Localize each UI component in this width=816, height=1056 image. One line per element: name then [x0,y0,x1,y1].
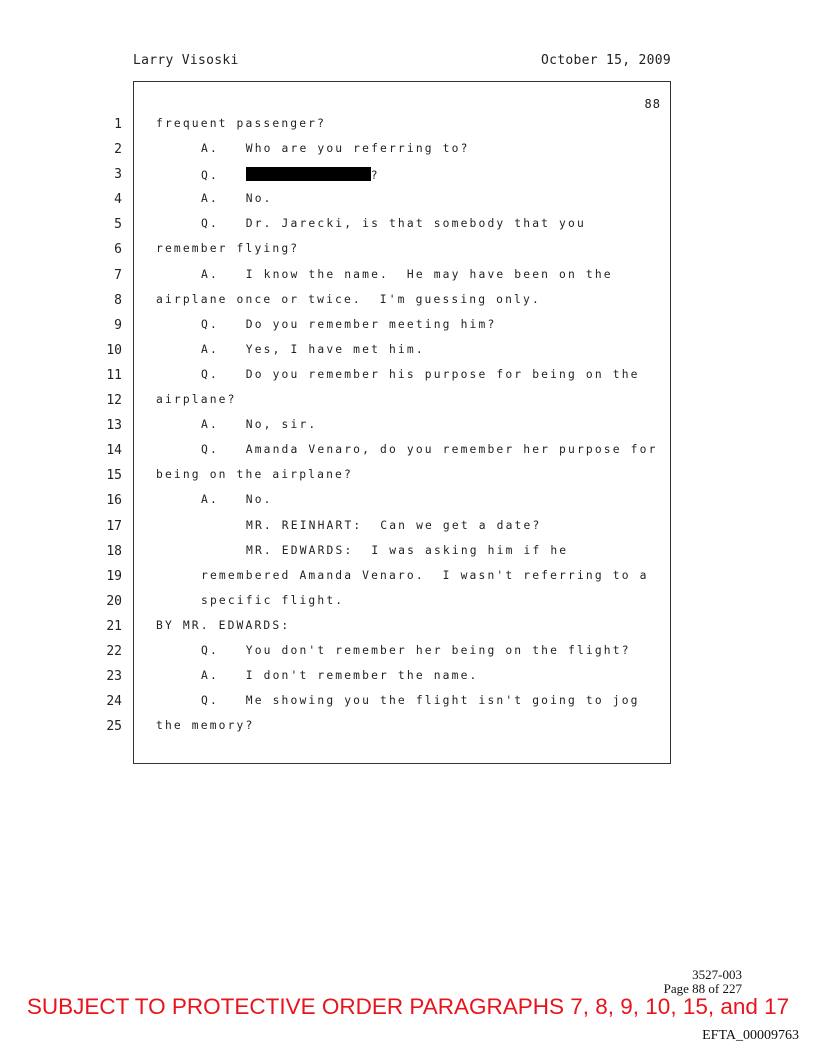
line-text-segment: A. I know the name. He may have been on the [201,267,613,281]
transcript-page-number: 88 [644,97,661,111]
line-text [156,242,299,255]
footer-page-info [664,968,742,996]
line-number: 11 [106,367,122,383]
line-text [201,669,479,682]
line-number: 25 [106,719,122,735]
line-text [201,192,273,205]
line-text [201,268,613,281]
line-text [201,569,649,582]
line-text [201,644,631,657]
line-number: 7 [114,267,122,283]
line-text-segment: Q. [201,169,246,183]
line-text [246,519,541,532]
transcript-line [0,415,816,440]
line-number: 3 [114,167,122,183]
transcript-line [0,616,816,641]
line-text-segment: A. Yes, I have met him. [201,342,425,356]
line-text-segment: airplane once or twice. I'm guessing only. [156,292,541,306]
line-number: 19 [106,568,122,584]
line-text [156,619,290,632]
line-number: 14 [106,443,122,459]
protective-order-notice: SUBJECT TO PROTECTIVE ORDER PARAGRAPHS 7, 8, 9, 10, 15, and 17 [26,994,790,1019]
line-number: 2 [114,142,122,158]
line-text [201,594,344,607]
line-text-segment: A. No. [201,493,273,507]
line-number: 5 [114,217,122,233]
line-number: 20 [106,593,122,609]
line-number: 21 [106,618,122,634]
line-number: 24 [106,694,122,710]
line-text [201,318,496,331]
line-text [201,167,380,182]
line-text-segment: remembered Amanda Venaro. I wasn't referring to a [201,568,649,582]
line-text [201,217,586,230]
transcript-line [0,114,816,139]
line-text-segment: Q. Do you remember meeting him? [201,317,497,331]
line-text [201,418,317,431]
line-text [156,468,353,481]
transcript-line [0,641,816,666]
line-text [246,544,568,557]
line-number: 15 [106,468,122,484]
line-text [156,393,237,406]
line-number: 13 [106,418,122,434]
line-text [156,117,326,130]
line-text-segment: airplane? [156,393,237,407]
transcript-line [0,164,816,189]
line-text-segment: frequent passenger? [156,117,327,130]
deposition-date: October 15, 2009 [540,53,671,68]
line-number: 12 [106,393,122,409]
transcript-line [0,290,816,315]
line-text-segment: being on the airplane? [156,468,353,482]
transcript-line [0,214,816,239]
line-text-segment: ? [370,169,380,183]
line-number: 23 [106,669,122,685]
line-text-segment: A. I don't remember the name. [201,669,479,683]
line-text-segment: Q. Me showing you the flight isn't going to jog [201,694,640,708]
transcript-line [0,691,816,716]
line-text-segment: A. Who are you referring to? [201,142,470,156]
line-number: 10 [106,342,122,358]
line-text-segment: Q. Do you remember his purpose for being on the [201,367,640,381]
line-text-segment: the memory? [156,719,255,733]
line-text [201,142,470,155]
line-text-segment: MR. REINHART: Can we get a date? [246,518,542,532]
transcript-line [0,189,816,214]
transcript-line [0,390,816,415]
line-number: 1 [114,117,122,132]
line-text-segment: remember flying? [156,242,300,256]
case-code: 3527-003 [692,967,742,982]
witness-name: Larry Visoski [133,53,239,68]
line-text-segment: A. No. [201,192,273,206]
line-number: 18 [106,543,122,559]
line-text [201,343,425,356]
line-number: 6 [114,242,122,258]
line-number: 22 [106,643,122,659]
transcript-line [0,365,816,390]
page-of-total: Page 88 of 227 [663,981,742,996]
transcript-line [0,716,816,741]
line-number: 4 [114,192,122,208]
line-text [156,719,254,732]
line-text [201,368,640,381]
transcript-line [0,265,816,290]
line-text [201,443,658,456]
transcript-line [0,440,816,465]
line-number: 16 [106,493,122,509]
transcript-line [0,465,816,490]
transcript-line [0,139,816,164]
transcript-line [0,239,816,264]
redaction-bar [246,167,371,181]
transcript-line [0,566,816,591]
transcript-line [0,340,816,365]
line-text [201,493,273,506]
line-text [201,694,640,707]
line-text-segment: MR. EDWARDS: I was asking him if he [246,543,569,557]
line-text-segment: A. No, sir. [201,418,318,432]
transcript-lines [0,114,816,741]
line-text-segment: Q. You don't remember her being on the flight? [201,643,631,657]
line-number: 17 [106,518,122,534]
line-text-segment: Q. Amanda Venaro, do you remember her purpose for [201,443,658,457]
transcript-line [0,516,816,541]
bates-number: EFTA_00009763 [702,1028,799,1043]
line-text-segment: Q. Dr. Jarecki, is that somebody that you [201,217,586,231]
line-text-segment: BY MR. EDWARDS: [156,618,291,632]
line-text-segment: specific flight. [201,593,345,607]
transcript-line [0,490,816,515]
transcript-line [0,666,816,691]
transcript-line [0,591,816,616]
line-number: 8 [114,292,122,308]
transcript-line [0,315,816,340]
transcript-line [0,541,816,566]
line-number: 9 [114,317,122,333]
line-text [156,293,541,306]
